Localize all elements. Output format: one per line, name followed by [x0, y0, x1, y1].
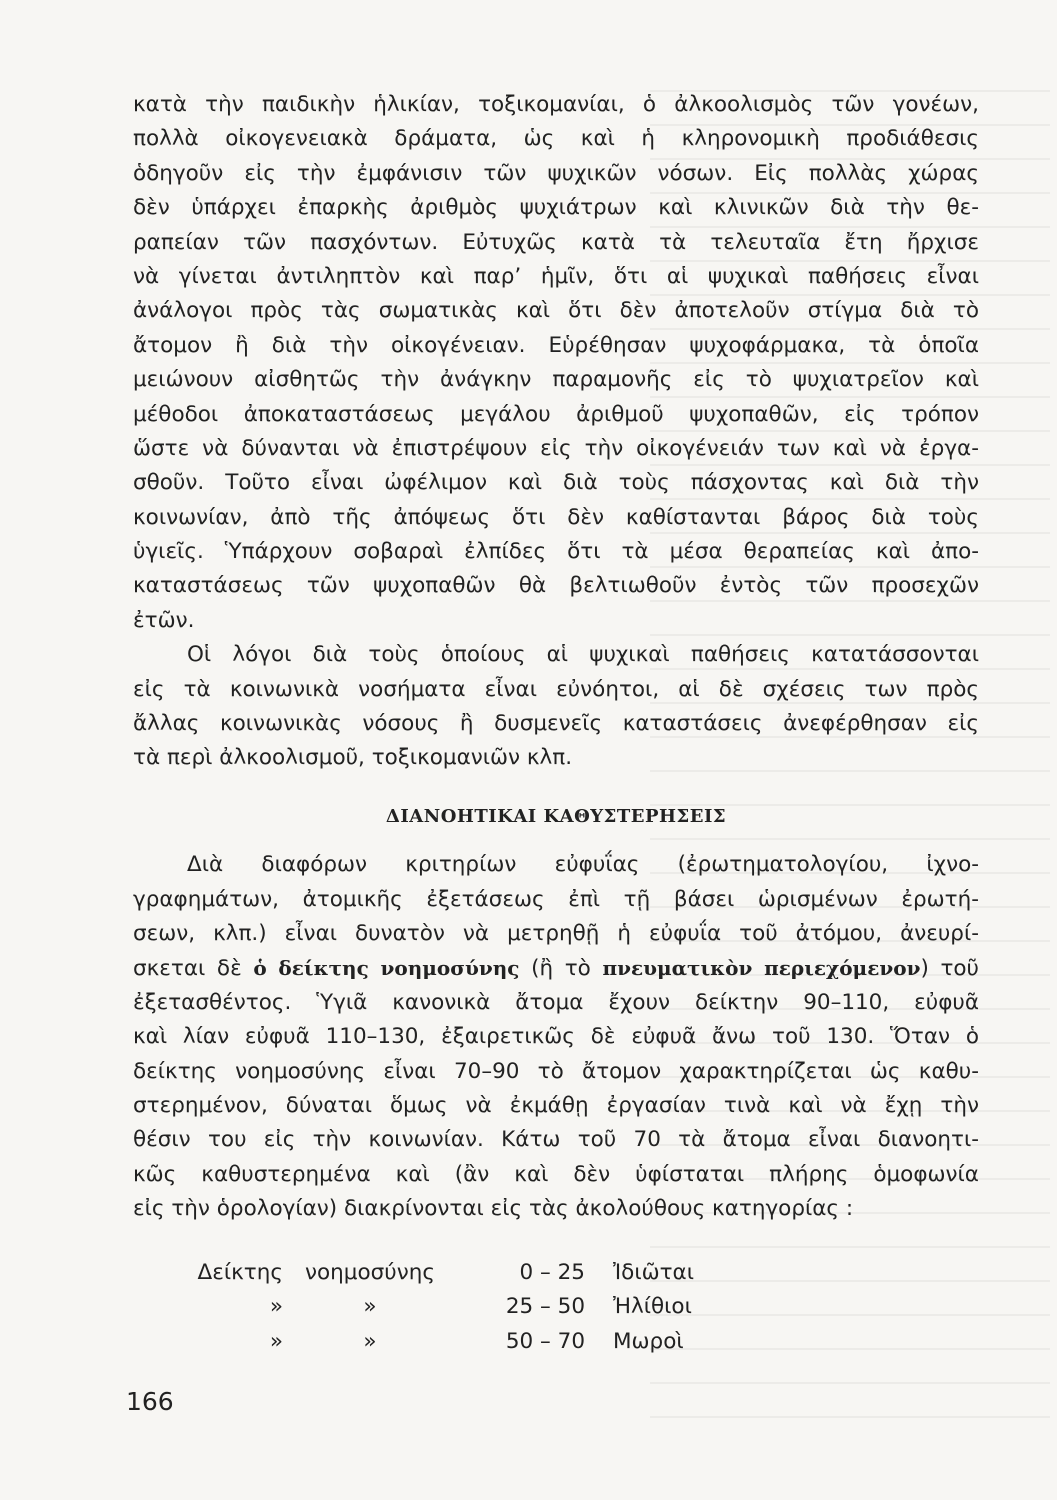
text-line: δὲν ὑπάρχει ἐπαρκὴς ἀριθμὸς ψυχιάτρων καὶ κλινικῶν διὰ τὴν θε-: [133, 195, 979, 221]
text-line: ἐτῶν.: [133, 607, 195, 633]
text-run: ) τοῦ: [920, 956, 980, 982]
paragraph-1: [133, 88, 979, 638]
text-line: μειώνουν αἰσθητῶς τὴν ἀνάγκην παραμονῆς εἰς τὸ ψυχιατρεῖον καὶ: [133, 367, 979, 393]
text-line: θέσιν του εἰς τὴν κοινωνίαν. Κάτω τοῦ 70 τὰ ἄτομα εἶναι διανοητι-: [133, 1127, 979, 1153]
term-mental-age: πνευματικὸν περιεχόμενον: [602, 956, 921, 981]
cell-label-a: »: [269, 1294, 283, 1320]
cell-label-a: Δείκτης: [197, 1260, 283, 1285]
text-line: εἰς τὰ κοινωνικὰ νοσήματα εἶναι εὐνόητοι, αἱ δὲ σχέσεις των πρὸς: [133, 676, 979, 702]
text-line: ἄτομον ἢ διὰ τὴν οἰκογένειαν. Εὑρέθησαν ψυχοφάρμακα, τὰ ὁποῖα: [133, 332, 979, 358]
paragraph-2: [133, 638, 979, 776]
section-heading: ΔΙΑΝΟΗΤΙΚΑΙ ΚΑΘΥΣΤΕΡΗΣΕΙΣ: [385, 805, 727, 827]
text-line: ἄλλας κοινωνικὰς νόσους ἢ δυσμενεῖς καταστάσεις ἀνεφέρθησαν εἰς: [133, 711, 979, 737]
body-text: [133, 88, 979, 1227]
text-line: εἰς τὴν ὁρολογίαν) διακρίνονται εἰς τὰς ἀκολούθους κατηγορίας :: [133, 1196, 854, 1222]
text-line: σθοῦν. Τοῦτο εἶναι ὠφέλιμον καὶ διὰ τοὺς πάσχοντας καὶ διὰ τὴν: [133, 470, 979, 496]
cell-label-b: »: [363, 1294, 377, 1320]
text-line: τὰ περὶ ἀλκοολισμοῦ, τοξικομανιῶν κλπ.: [133, 745, 573, 771]
text-line: πολλὰ οἰκογενειακὰ δράματα, ὡς καὶ ἡ κληρονομικὴ προδιάθεσις: [133, 126, 979, 152]
text-line: ραπείαν τῶν πασχόντων. Εὐτυχῶς κατὰ τὰ τελευταῖα ἔτη ἤρχισε: [133, 229, 979, 255]
cell-category: Ἰδιῶται: [613, 1260, 694, 1285]
text-line: Διὰ διαφόρων κριτηρίων εὐφυΐας (ἐρωτηματολογίου, ἰχνο-: [187, 852, 979, 878]
cell-range: 25 – 50: [505, 1294, 585, 1320]
text-line: σεων, κλπ.) εἶναι δυνατὸν νὰ μετρηθῇ ἡ εὐφυΐα τοῦ ἀτόμου, ἀνευρί-: [133, 920, 979, 946]
text-line: κατὰ τὴν παιδικὴν ἡλικίαν, τοξικομανίαι, ὁ ἀλκοολισμὸς τῶν γονέων,: [133, 92, 979, 117]
iq-classification-table: [133, 1256, 694, 1359]
cell-label-b: νοημοσύνης: [305, 1260, 435, 1285]
text-line: ἐξετασθέντος. Ὑγιᾶ κανονικὰ ἄτομα ἔχουν δείκτην 90–110, εὐφυᾶ: [133, 989, 979, 1015]
term-iq: ὁ δείκτης νοημοσύνης: [253, 956, 520, 981]
text-line: μέθοδοι ἀποκαταστάσεως μεγάλου ἀριθμοῦ ψυχοπαθῶν, εἰς τρόπον: [133, 401, 979, 427]
cell-range: 0 – 25: [519, 1260, 585, 1285]
text-run: (ἢ τὸ: [519, 956, 603, 982]
table-row: [133, 1290, 694, 1324]
text-line: Οἱ λόγοι διὰ τοὺς ὁποίους αἱ ψυχικαὶ παθήσεις κατατάσσονται: [187, 642, 979, 668]
text-line: καταστάσεως τῶν ψυχοπαθῶν θὰ βελτιωθοῦν ἐντὸς τῶν προσεχῶν: [133, 573, 979, 599]
text-line: στερημένον, δύναται ὅμως νὰ ἐκμάθῃ ἐργασίαν τινὰ καὶ νὰ ἔχῃ τὴν: [133, 1092, 979, 1118]
text-line: ὑγιεῖς. Ὑπάρχουν σοβαραὶ ἐλπίδες ὅτι τὰ μέσα θεραπείας καὶ ἀπο-: [133, 539, 979, 565]
text-line-with-bold: [133, 951, 979, 985]
table-row: [133, 1325, 694, 1359]
cell-category: Ἠλίθιοι: [613, 1294, 692, 1320]
paragraph-3: [133, 848, 979, 1226]
text-line: κῶς καθυστερημένα καὶ (ἂν καὶ δὲν ὑφίσταται πλήρης ὁμοφωνία: [133, 1161, 979, 1187]
cell-category: Μωροὶ: [613, 1328, 684, 1354]
text-line: γραφημάτων, ἀτομικῆς ἐξετάσεως ἐπὶ τῇ βάσει ὡρισμένων ἐρωτή-: [133, 886, 979, 912]
text-line: ὁδηγοῦν εἰς τὴν ἐμφάνισιν τῶν ψυχικῶν νόσων. Εἰς πολλὰς χώρας: [133, 160, 979, 186]
cell-label-b: »: [363, 1328, 377, 1354]
cell-label-a: »: [269, 1328, 283, 1354]
text-line: κοινωνίαν, ἀπὸ τῆς ἀπόψεως ὅτι δὲν καθίστανται βάρος διὰ τοὺς: [133, 504, 979, 530]
text-line: δείκτης νοημοσύνης εἶναι 70–90 τὸ ἄτομον χαρακτηρίζεται ὡς καθυ-: [133, 1058, 979, 1084]
table-row: [133, 1256, 694, 1290]
text-line: νὰ γίνεται ἀντιληπτὸν καὶ παρ’ ἡμῖν, ὅτι αἱ ψυχικαὶ παθήσεις εἶναι: [133, 263, 979, 289]
text-line: ὥστε νὰ δύνανται νὰ ἐπιστρέψουν εἰς τὴν οἰκογένειάν των καὶ νὰ ἐργα-: [133, 435, 979, 461]
page-number: 166: [126, 1387, 174, 1416]
text-run: σκεται δὲ: [133, 956, 254, 982]
text-line: καὶ λίαν εὐφυᾶ 110–130, ἐξαιρετικῶς δὲ εὐφυᾶ ἄνω τοῦ 130. Ὅταν ὁ: [133, 1024, 979, 1050]
cell-range: 50 – 70: [505, 1328, 585, 1354]
text-line: ἀνάλογοι πρὸς τὰς σωματικὰς καὶ ὅτι δὲν ἀποτελοῦν στίγμα διὰ τὸ: [133, 298, 979, 324]
